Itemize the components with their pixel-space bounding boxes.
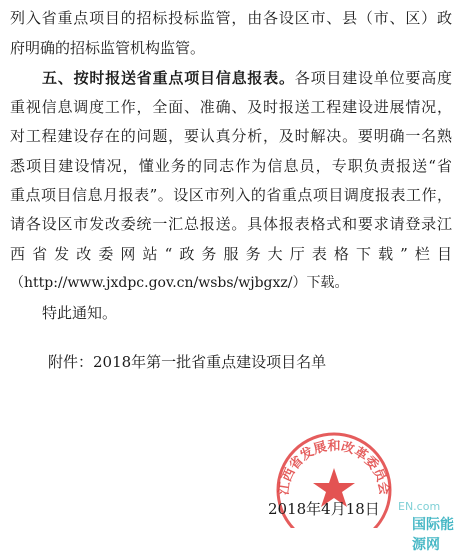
paragraph-line-2: 府明确的招标监管机构监管。 xyxy=(10,39,206,57)
seal-text: 江西省发展和改革委员会 xyxy=(276,439,392,497)
attachment-line: 附件：2018年第一批省重点建设项目名单 xyxy=(48,353,327,371)
section-text-start: 各项目建设单位要高度 xyxy=(294,69,452,87)
document-date: 2018年4月18日 xyxy=(268,500,380,518)
watermark-en: EN.com xyxy=(398,500,441,513)
watermark-cn: 国际能源网 xyxy=(412,517,454,553)
closing-notice: 特此通知。 xyxy=(42,304,118,322)
paragraph-line-6: 悉项目建设情况，懂业务的同志作为信息员，专职负责报送“省 xyxy=(10,157,452,175)
paragraph-line-8: 请各设区市发改委统一汇总报送。具体报表格式和要求请登录江 xyxy=(10,215,452,233)
paragraph-line-1: 列入省重点项目的招标投标监管，由各设区市、县（市、区）政 xyxy=(10,9,452,27)
paragraph-line-7: 重点项目信息月报表”。设区市列入的省重点项目调度报表工作， xyxy=(10,186,452,204)
section-five-line xyxy=(42,68,452,88)
section-heading: 五、按时报送省重点项目信息报表。 xyxy=(42,69,295,87)
paragraph-line-9: 西省发改委网站“政务服务大厅表格下载”栏目 xyxy=(10,245,452,263)
paragraph-line-5: 对工程建设存在的问题，要认真分析，及时解决。要明确一名熟 xyxy=(10,127,452,145)
paragraph-line-4: 重视信息调度工作，全面、准确、及时报送工程建设进展情况， xyxy=(10,98,452,116)
url-line: （http://www.jxdpc.gov.cn/wsbs/wjbgxz/）下载。 xyxy=(10,275,349,291)
